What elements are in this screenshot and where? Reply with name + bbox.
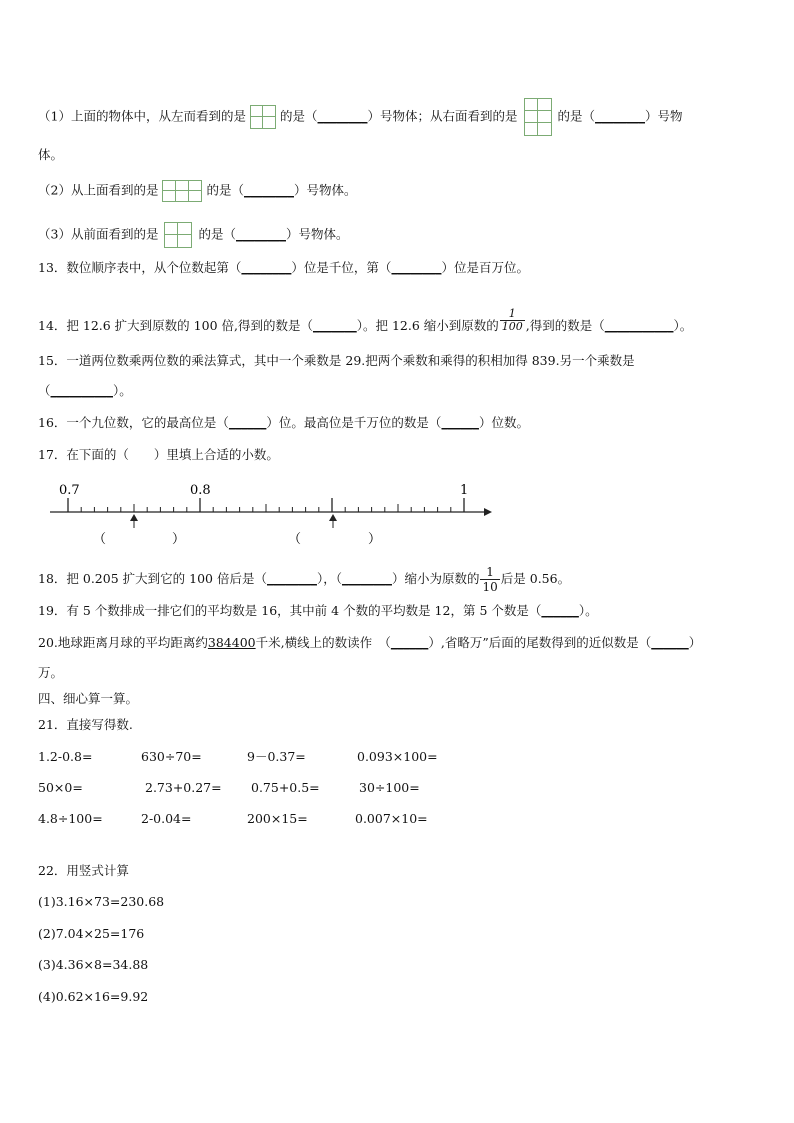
answer-blank[interactable]: ________	[595, 108, 646, 124]
fraction-one-tenth	[480, 565, 499, 594]
fraction-numerator: 1	[480, 565, 499, 580]
sub1-text-b: 的是（	[279, 108, 318, 124]
sub-question-1	[38, 98, 683, 136]
q14-text-a: 14．把 12.6 扩大到原数的 100 倍,得到的数是（	[38, 318, 313, 333]
q18-text-a: 18．把 0.205 扩大到它的 100 倍后是（	[38, 571, 267, 586]
calc-item: 2-0.04=	[141, 811, 192, 826]
answer-blank[interactable]: ________	[241, 260, 292, 275]
answer-blank[interactable]: ________	[391, 260, 442, 275]
number-line-label-0-8: 0.8	[190, 483, 211, 498]
number-line-label-1: 1	[460, 483, 469, 498]
sub1-text-e: ）号物	[645, 108, 683, 124]
sub1-continuation: 体。	[38, 147, 64, 162]
q13-text-a: 13．数位顺序表中，从个位数起第（	[38, 260, 242, 275]
sub3-text-c: ）号物体。	[285, 226, 349, 242]
fraction-numerator: 1	[500, 308, 525, 321]
answer-paren-1-open[interactable]: （	[93, 532, 107, 547]
question-15-line-1: 15．一道两位数乘两位数的乘法算式，其中一个乘数是 29.把两个乘数和乘得的积相加得 839.另一个乘数是	[38, 353, 635, 368]
question-16	[38, 414, 529, 432]
question-17: 17．在下面的（ ）里填上合适的小数。	[38, 447, 279, 462]
question-14	[38, 307, 693, 339]
distance-number: 384400	[207, 635, 256, 650]
sub3-text-a: （3）从前面看到的是	[38, 226, 159, 242]
calc-item: 630÷70=	[141, 749, 202, 764]
vertical-calc-item-1: (1)3.16×73=230.68	[38, 894, 165, 909]
view-3x2-grid-icon	[524, 98, 552, 136]
q20-text-c: ）,省略万”后面的尾数得到的近似数是（	[428, 635, 652, 650]
view-2x2-grid-icon	[164, 222, 192, 248]
q13-text-b: ）位是千位，第（	[291, 260, 392, 275]
q18-text-b: ），（	[316, 571, 342, 586]
calc-item: 1.2-0.8=	[38, 749, 93, 764]
question-13	[38, 259, 529, 277]
calc-item: 200×15=	[247, 811, 308, 826]
answer-blank[interactable]: ________	[266, 571, 317, 586]
q19-text-a: 19．有 5 个数排成一排它们的平均数是 16，其中前 4 个数的平均数是 12，第 5 个数是（	[38, 603, 542, 618]
answer-blank[interactable]: ________	[243, 182, 294, 198]
calc-item: 0.75+0.5=	[251, 780, 320, 795]
number-line-ticks	[68, 498, 464, 512]
answer-blank[interactable]: _______	[312, 318, 357, 333]
answer-paren-2-open[interactable]: （	[288, 532, 302, 547]
answer-blank[interactable]: ______	[651, 635, 689, 650]
answer-blank[interactable]: ______	[228, 415, 267, 430]
q16-text-a: 16．一个九位数，它的最高位是（	[38, 415, 229, 430]
answer-blank[interactable]: ________	[235, 226, 286, 242]
sub2-text-a: （2）从上面看到的是	[38, 182, 159, 198]
view-1x3-grid-icon	[162, 180, 202, 202]
q20-text-d: ）	[688, 635, 702, 650]
q15-paren-close: ）。	[113, 383, 132, 398]
calc-item: 0.093×100=	[357, 749, 438, 764]
question-19	[38, 602, 598, 620]
q19-text-b: ）。	[578, 603, 598, 618]
answer-paren-1-close: ）	[172, 532, 186, 547]
q16-text-b: ）位。最高位是千万位的数是（	[266, 415, 442, 430]
sub1-text-a: （1）上面的物体中，从左而看到的是	[38, 108, 246, 124]
q20-text-b: 千米,横线上的数读作 （	[255, 635, 391, 650]
fraction-denominator: 100	[501, 320, 523, 333]
section-heading-4: 四、细心算一算。	[38, 691, 139, 706]
calc-item: 2.73+0.27=	[145, 780, 222, 795]
calc-item: 4.8÷100=	[38, 811, 103, 826]
sub-question-3	[38, 222, 349, 248]
number-line-label-0-7: 0.7	[59, 483, 80, 498]
answer-blank[interactable]: ______	[541, 603, 579, 618]
question-20-line-2: 万。	[38, 665, 64, 680]
view-2x2-grid-icon	[250, 105, 276, 129]
q18-text-d: 后是 0.56。	[500, 571, 571, 586]
q15-paren-open: （	[38, 383, 51, 398]
answer-paren-2-close: ）	[368, 532, 382, 547]
q14-text-d: ）。	[673, 318, 693, 333]
sub3-text-b: 的是（	[198, 226, 236, 242]
answer-blank[interactable]: ___________	[604, 318, 674, 333]
sub2-text-b: 的是（	[206, 182, 244, 198]
vertical-calc-item-3: (3)4.36×8=34.88	[38, 957, 149, 972]
q16-text-c: ）位数。	[478, 415, 529, 430]
question-15-line-2	[38, 382, 132, 400]
answer-blank[interactable]: ________	[317, 108, 368, 124]
question-20	[38, 634, 701, 652]
fraction-denominator: 10	[482, 580, 498, 594]
q20-text-a: 20.地球距离月球的平均距离约	[38, 635, 208, 650]
calc-item: 50×0=	[38, 780, 83, 795]
q14-text-c: ,得到的数是（	[525, 318, 605, 333]
pointer-arrow-2-icon	[329, 514, 337, 521]
sub1-text-c: ）号物体；从右面看到的是	[367, 108, 518, 124]
question-21-title: 21．直接写得数.	[38, 717, 133, 732]
answer-blank[interactable]: ________	[341, 571, 392, 586]
fraction-one-hundredth	[500, 308, 525, 333]
pointer-arrow-1-icon	[130, 514, 138, 521]
number-line-arrow-icon	[484, 508, 492, 516]
calc-item: 9－0.37=	[247, 749, 306, 764]
vertical-calc-item-4: (4)0.62×16=9.92	[38, 989, 149, 1004]
question-22-title: 22．用竖式计算	[38, 863, 129, 878]
number-line	[38, 476, 498, 552]
question-18	[38, 565, 570, 594]
vertical-calc-item-2: (2)7.04×25=176	[38, 926, 145, 941]
q13-text-c: ）位是百万位。	[441, 260, 529, 275]
answer-blank[interactable]: ______	[390, 635, 429, 650]
sub2-text-c: ）号物体。	[293, 182, 357, 198]
q18-text-c: ）缩小为原数的	[391, 571, 480, 586]
calc-item: 0.007×10=	[355, 811, 428, 826]
sub1-text-d: 的是（	[557, 108, 596, 124]
answer-blank[interactable]: __________	[50, 383, 114, 398]
sub-question-2	[38, 180, 357, 202]
q14-text-b: ）。把 12.6 缩小到原数的	[356, 318, 499, 333]
calc-item: 30÷100=	[359, 780, 420, 795]
answer-blank[interactable]: ______	[441, 415, 479, 430]
